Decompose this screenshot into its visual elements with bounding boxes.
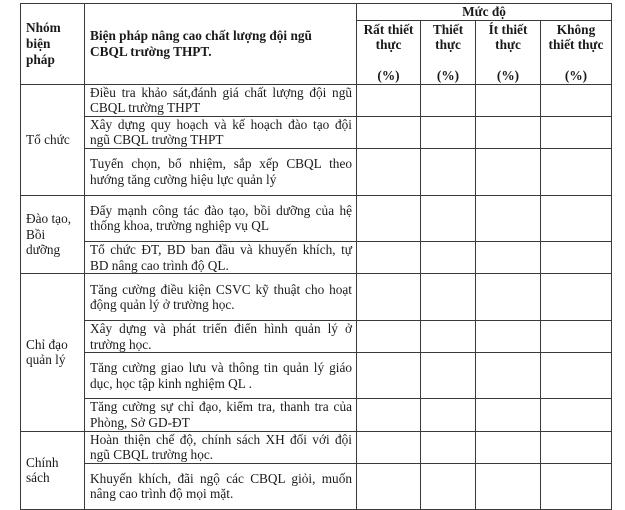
table-row — [21, 148, 612, 195]
group-cell-policy: Chính sách — [21, 431, 85, 509]
table-row — [21, 116, 612, 148]
value-cell — [476, 353, 541, 399]
header-level: Mức độ — [357, 4, 612, 21]
header-level-label: Ít thiết thực — [488, 21, 528, 53]
value-cell — [421, 321, 476, 353]
value-cell — [476, 463, 541, 509]
table-row — [21, 463, 612, 509]
value-cell — [476, 274, 541, 321]
measure-text: Tăng cường điều kiện CSVC kỹ thuật cho hoạt động quản lý ở trường học. — [85, 274, 357, 321]
value-cell — [357, 148, 421, 195]
value-cell — [541, 463, 612, 509]
value-cell — [541, 353, 612, 399]
value-cell — [476, 148, 541, 195]
value-cell — [541, 116, 612, 148]
measure-text: Xây dựng và phát triển điển hình quản lý ở trường học. — [85, 321, 357, 353]
value-cell — [357, 321, 421, 353]
header-level-unit: (%) — [377, 68, 400, 83]
value-cell — [421, 195, 476, 241]
table-row — [21, 431, 612, 463]
measure-text: Tăng cường sự chỉ đạo, kiểm tra, thanh tra của Phòng, Sở GD-ĐT — [85, 399, 357, 431]
value-cell — [541, 274, 612, 321]
header-row-top — [21, 4, 612, 21]
value-cell — [357, 116, 421, 148]
measure-text: Tăng cường giao lưu và thông tin quản lý giáo dục, học tập kinh nghiệm QL . — [85, 353, 357, 399]
measure-text: Tuyển chọn, bổ nhiệm, sắp xếp CBQL theo hướng tăng cường hiệu lực quản lý — [85, 148, 357, 195]
table-row — [21, 84, 612, 116]
value-cell — [421, 148, 476, 195]
group-cell-organization: Tổ chức — [21, 84, 85, 195]
header-criteria: Biện pháp nâng cao chất lượng đội ngũ CBQL trường THPT. — [85, 4, 357, 85]
header-level-unit: (%) — [564, 68, 588, 83]
header-level-very-practical — [357, 20, 421, 84]
value-cell — [357, 399, 421, 431]
header-level-not-practical — [541, 20, 612, 84]
value-cell — [357, 431, 421, 463]
value-cell — [357, 274, 421, 321]
table-row — [21, 321, 612, 353]
value-cell — [476, 116, 541, 148]
value-cell — [421, 353, 476, 399]
value-cell — [476, 321, 541, 353]
table-row — [21, 274, 612, 321]
value-cell — [541, 195, 612, 241]
header-level-label: Rất thiết thực — [363, 21, 414, 53]
measure-text: Khuyến khích, đãi ngộ các CBQL giỏi, muốn nâng cao trình độ mọi mặt. — [85, 463, 357, 509]
value-cell — [541, 431, 612, 463]
table-row — [21, 353, 612, 399]
header-level-label: Thiết thực — [432, 21, 464, 53]
header-level-unit: (%) — [436, 68, 460, 83]
survey-table — [20, 3, 612, 510]
measure-text: Hoàn thiện chế độ, chính sách XH đối với đội ngũ CBQL trường học. — [85, 431, 357, 463]
table-row — [21, 241, 612, 273]
table-row — [21, 195, 612, 241]
value-cell — [476, 241, 541, 273]
group-cell-training: Đào tạo, Bồi dưỡng — [21, 195, 85, 273]
value-cell — [421, 431, 476, 463]
value-cell — [357, 84, 421, 116]
table-row — [21, 399, 612, 431]
value-cell — [476, 431, 541, 463]
value-cell — [357, 241, 421, 273]
value-cell — [421, 241, 476, 273]
header-level-less-practical — [476, 20, 541, 84]
value-cell — [541, 148, 612, 195]
value-cell — [357, 353, 421, 399]
header-level-practical — [421, 20, 476, 84]
header-level-label: Không thiết thực — [548, 21, 604, 53]
value-cell — [476, 399, 541, 431]
header-level-unit: (%) — [496, 68, 520, 83]
value-cell — [421, 84, 476, 116]
value-cell — [421, 399, 476, 431]
value-cell — [357, 463, 421, 509]
value-cell — [476, 84, 541, 116]
header-group: Nhóm biện pháp — [21, 4, 85, 85]
value-cell — [541, 241, 612, 273]
value-cell — [476, 195, 541, 241]
measure-text: Xây dựng quy hoạch và kế hoạch đào tạo đội ngũ CBQL trường THPT — [85, 116, 357, 148]
value-cell — [421, 463, 476, 509]
value-cell — [421, 274, 476, 321]
value-cell — [357, 195, 421, 241]
value-cell — [541, 321, 612, 353]
measure-text: Tổ chức ĐT, BD ban đầu và khuyến khích, tự BD nâng cao trình độ QL. — [85, 241, 357, 273]
value-cell — [541, 84, 612, 116]
measure-text: Điều tra khảo sát,đánh giá chất lượng đội ngũ CBQL trường THPT — [85, 84, 357, 116]
measure-text: Đẩy mạnh công tác đào tạo, bồi dưỡng của hệ thống khoa, trường nghiệp vụ QL — [85, 195, 357, 241]
value-cell — [421, 116, 476, 148]
value-cell — [541, 399, 612, 431]
group-cell-management: Chỉ đạo quản lý — [21, 274, 85, 431]
